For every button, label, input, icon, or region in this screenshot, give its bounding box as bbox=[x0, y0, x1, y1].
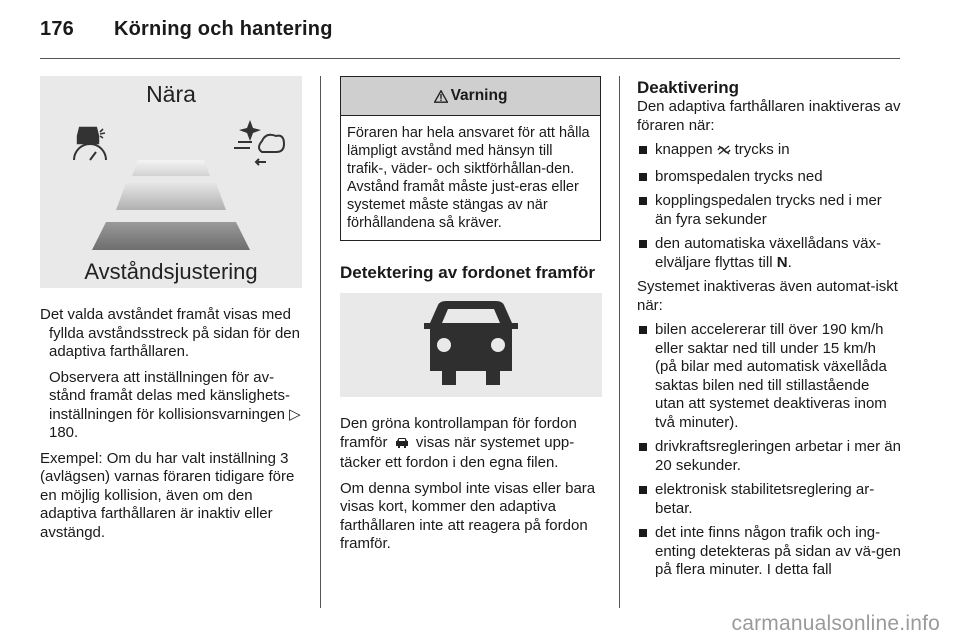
vehicle-ahead-illustration bbox=[340, 293, 602, 397]
col1-paragraph-2-text: Observera att inställningen för av-stånd framåt delas med känslighets-inställningen för kollisionsvarningen bbox=[49, 368, 290, 423]
bullet-icon bbox=[639, 443, 647, 451]
list-item: det inte finns någon trafik och ing-enting detekteras på sidan av vä-gen på flera minuter. I detta fall bbox=[637, 524, 901, 580]
vehicle-ahead-small-icon bbox=[395, 436, 409, 455]
distance-bar-3 bbox=[92, 222, 250, 250]
vehicle-ahead-large-icon bbox=[340, 293, 602, 397]
list-item: den automatiska växellådans väx-elväljare flyttas till N. bbox=[637, 235, 901, 272]
column-3 bbox=[637, 76, 901, 586]
column-divider-1 bbox=[320, 76, 321, 608]
list-item: elektronisk stabilitetsreglering ar-betar. bbox=[637, 481, 901, 518]
bullet-icon bbox=[639, 240, 647, 248]
col1-paragraph-2 bbox=[40, 369, 302, 443]
cruise-cancel-button-icon bbox=[716, 143, 732, 162]
bullet-icon bbox=[639, 326, 647, 334]
page-number: 176 bbox=[40, 18, 74, 40]
chapter-title: Körning och hantering bbox=[114, 18, 333, 40]
list-item: bromspedalen trycks ned bbox=[637, 168, 901, 187]
list-item: knappen trycks in bbox=[637, 141, 901, 162]
col1-paragraph-1: Det valda avståndet framåt visas med fyllda avståndsstreck på sidan för den adaptiva farthållaren. bbox=[40, 306, 300, 360]
auto-deactivation-intro: Systemet inaktiveras även automat-iskt när: bbox=[637, 278, 898, 314]
distance-bar-2 bbox=[116, 183, 226, 210]
vehicle-ahead-indicator-icon bbox=[74, 128, 106, 160]
bullet-icon bbox=[639, 529, 647, 537]
warning-triangle-icon bbox=[434, 90, 448, 103]
list-item: kopplingspedalen trycks ned i mer än fyra sekunder bbox=[637, 192, 901, 229]
warning-title: Varning bbox=[450, 87, 508, 104]
list-item: bilen accelererar till över 190 km/h eller saktar ned till under 15 km/h (på bilar med automatisk växellåda saktas bilen ned till stillastående utan att systemet deaktiveras inom två minuter). bbox=[637, 321, 901, 432]
bullet-icon bbox=[639, 197, 647, 205]
warning-body: Föraren har hela ansvaret för att hålla lämpligt avstånd med hänsyn till trafik-, väder- och siktförhållan-den. Avstånd framåt måste just-eras eller systemet måste stängas av när förhållandena så kräver. bbox=[347, 125, 590, 231]
page-reference-icon: ▷ bbox=[289, 405, 301, 423]
bullet-icon bbox=[639, 173, 647, 181]
warning-box bbox=[340, 76, 601, 241]
detect-paragraph-1-b: visas när systemet upp-täcker ett fordon i den egna filen. bbox=[340, 433, 575, 471]
column-divider-2 bbox=[619, 76, 620, 608]
illustration-bottom-label: Avståndsjustering bbox=[84, 259, 258, 284]
detect-paragraph-2: Om denna symbol inte visas eller bara visas kort, kommer den adaptiva farthållaren inte att reagera på fordon framför. bbox=[340, 479, 596, 552]
bullet-icon bbox=[639, 146, 647, 154]
distance-illustration bbox=[40, 76, 302, 288]
collision-alert-icon bbox=[234, 120, 284, 165]
driver-deactivation-list bbox=[637, 141, 901, 272]
watermark: carmanualsonline.info bbox=[731, 612, 940, 635]
auto-deactivation-list bbox=[637, 321, 901, 580]
column-2 bbox=[340, 76, 602, 554]
detect-paragraph-1-a: Den gröna kontrollampan för fordon framför bbox=[340, 415, 577, 451]
detect-paragraph-1 bbox=[340, 415, 602, 473]
page-reference[interactable]: 180. bbox=[49, 424, 79, 441]
distance-bars-graphic bbox=[40, 76, 302, 288]
bullet-icon bbox=[639, 486, 647, 494]
col1-paragraph-3: Exempel: Om du har valt inställning 3 (avlägsen) varnas föraren tidigare före en möjlig kollision, även om den adaptiva farthållaren är inaktiv eller avstängd. bbox=[40, 449, 295, 541]
header-rule bbox=[40, 58, 900, 59]
deactivation-heading: Deaktivering bbox=[637, 78, 740, 97]
distance-bar-1 bbox=[132, 160, 210, 176]
column-1 bbox=[40, 76, 302, 542]
illustration-top-label: Nära bbox=[146, 81, 196, 107]
deactivation-intro: Den adaptiva farthållaren inaktiveras av föraren när: bbox=[637, 98, 901, 134]
warning-header bbox=[341, 77, 600, 116]
detect-heading: Detektering av fordonet framför bbox=[340, 263, 596, 282]
list-item: drivkraftsregleringen arbetar i mer än 20 sekunder. bbox=[637, 438, 901, 475]
